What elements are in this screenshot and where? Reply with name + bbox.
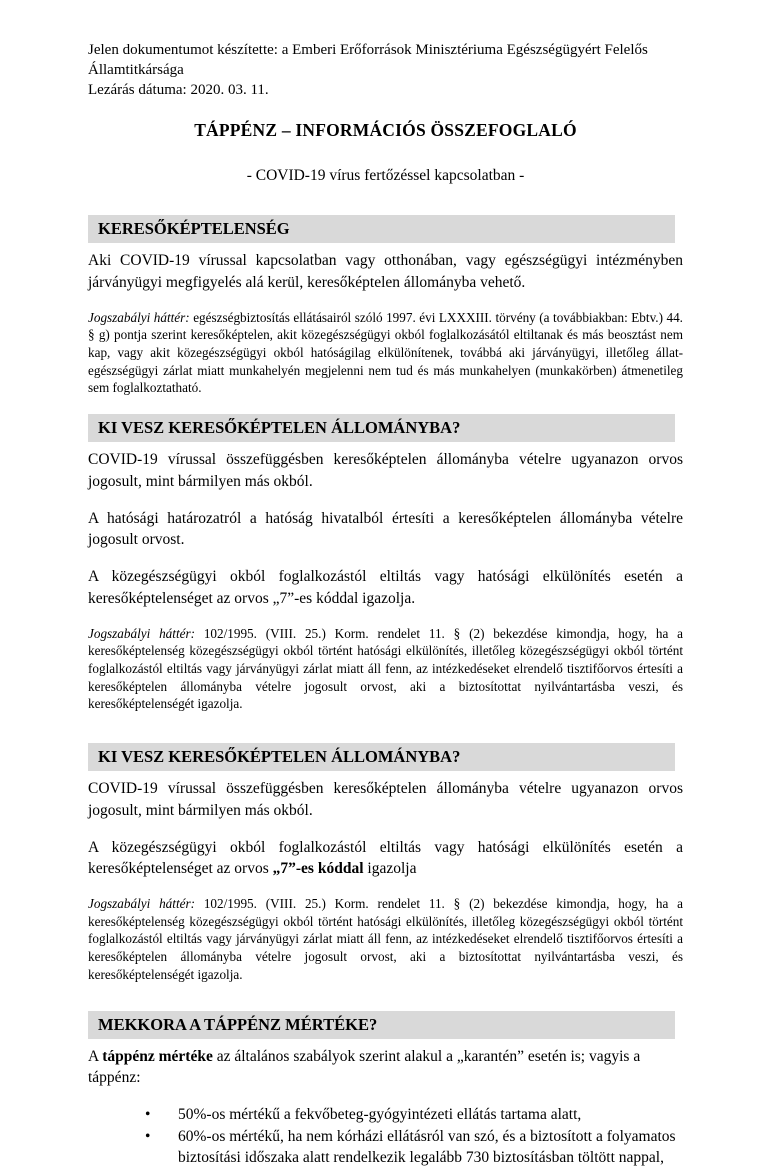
- paragraph: [88, 1046, 683, 1089]
- paragraph-bold-text: táppénz mértéke: [102, 1047, 213, 1065]
- legal-note: [88, 895, 683, 984]
- paragraph-text: A: [88, 1047, 103, 1065]
- prepared-by-line: Jelen dokumentumot készítette: a Emberi Erőforrások Minisztériuma Egészségügyért Felelős Államtitkársága: [88, 42, 648, 78]
- bullet-item: [88, 1126, 683, 1169]
- legal-note: [88, 309, 683, 398]
- legal-label: Jogszabályi háttér:: [88, 896, 195, 912]
- bullet-marker: •: [145, 1106, 151, 1124]
- closing-date-line: Lezárás dátuma: 2020. 03. 11.: [88, 82, 269, 98]
- legal-text: 102/1995. (VIII. 25.) Korm. rendelet 11. § (2) bekezdése kimondja, hogy, ha a keresőképtelenség közegészségügyi okból történt hatósági elkülönítés, illetőleg közegészségügyi okból történt foglalkozástól eltiltás vagy járványügyi zárlat miatt áll fenn, az intézkedéseket elrendelő tisztifőorvos értesíti a keresőképtelen állományba vételre jogosult orvost, aki a biztosítottat nyilvántartásba veszi, és keresőképtelenségét igazolja.: [88, 896, 683, 982]
- paragraph: A közegészségügyi okból foglalkozástól eltiltás vagy hatósági elkülönítés esetén a keresőképtelenséget az orvos „7”-es kóddal igazolja.: [88, 568, 683, 607]
- paragraph: COVID-19 vírussal összefüggésben keresőképtelen állományba vételre ugyanazon orvos jogosult, mint bármilyen más okból.: [88, 780, 683, 819]
- section-tappenz-merteke: [88, 1011, 683, 1169]
- section-heading: KI VESZ KERESŐKÉPTELEN ÁLLOMÁNYBA?: [88, 743, 675, 771]
- paragraph-text: A közegészségügyi okból foglalkozástól eltiltás vagy hatósági elkülönítés esetén a keresőképtelenséget az orvos: [88, 838, 683, 878]
- legal-label: Jogszabályi háttér:: [88, 309, 190, 325]
- doc-subtitle: - COVID-19 vírus fertőzéssel kapcsolatban -: [246, 167, 525, 184]
- section-heading: MEKKORA A TÁPPÉNZ MÉRTÉKE?: [88, 1011, 675, 1039]
- bullet-text: 60%-os mértékű, ha nem kórházi ellátásról van szó, és a biztosított a folyamatos biztosítási időszaka alatt rendelkezik legalább 730 biztosításban töltött nappal,: [178, 1127, 676, 1167]
- paragraph: A hatósági határozatról a hatóság hivatalból értesíti a keresőképtelen állományba vételre jogosult orvost.: [88, 509, 683, 549]
- section-ki-vesz-2: [88, 743, 683, 984]
- legal-note: [88, 625, 683, 714]
- doc-meta: [88, 40, 683, 100]
- section-ki-vesz-1: [88, 414, 683, 713]
- section-heading: KI VESZ KERESŐKÉPTELEN ÁLLOMÁNYBA?: [88, 414, 675, 442]
- legal-text: egészségbiztosítás ellátásairól szóló 1997. évi LXXXIII. törvény (a továbbiakban: Ebtv.) 44. § g) pontja szerint keresőképtelen, akit közegészségügyi okból foglalkozásától eltiltanak és más beosztást nem kap, vagy akit közegészségügyi okból hatóságilag elkülönítenek, továbbá aki járványügyi, illetőleg állat-egészségügyi zárlat miatt munkahelyén megjelenni nem tud és más munkahelyen (munkakörben) átmenetileg sem foglalkoztatható.: [88, 309, 683, 396]
- bullet-marker: •: [145, 1127, 151, 1145]
- bullet-item: [88, 1104, 683, 1126]
- bullet-text: 50%-os mértékű a fekvőbeteg-gyógyintézeti ellátás tartama alatt,: [178, 1106, 582, 1124]
- bullet-list: [88, 1104, 683, 1169]
- paragraph: Aki COVID-19 vírussal kapcsolatban vagy otthonában, vagy egészségügyi intézményben járványügyi megfigyelés alá kerül, keresőképtelen állományba vehető.: [88, 252, 683, 291]
- paragraph-text: igazolja: [363, 860, 417, 878]
- legal-label: Jogszabályi háttér:: [88, 625, 195, 641]
- paragraph-text: az általános szabályok szerint alakul a „karantén” esetén is; vagyis a táppénz:: [88, 1047, 641, 1087]
- paragraph: [88, 837, 683, 880]
- doc-title: TÁPPÉNZ – INFORMÁCIÓS ÖSSZEFOGLALÓ: [194, 120, 577, 140]
- paragraph-bold-text: „7”-es kóddal: [272, 860, 364, 878]
- legal-text: 102/1995. (VIII. 25.) Korm. rendelet 11. § (2) bekezdése kimondja, hogy, ha a keresőképtelenség közegészségügyi okból történt hatósági elkülönítés, illetőleg közegészségügyi okból történt foglalkozástól eltiltás vagy járványügyi zárlat miatt áll fenn, az intézkedéseket elrendelő tisztifőorvos értesíti a keresőképtelen állományba vételre jogosult orvost, aki a biztosítottat nyilvántartásba veszi, és keresőképtelenségét igazolja.: [88, 625, 683, 712]
- section-keresokeptelenseg: [88, 215, 683, 397]
- section-heading: KERESŐKÉPTELENSÉG: [88, 215, 675, 243]
- paragraph: COVID-19 vírussal összefüggésben keresőképtelen állományba vételre ugyanazon orvos jogosult, mint bármilyen más okból.: [88, 451, 683, 490]
